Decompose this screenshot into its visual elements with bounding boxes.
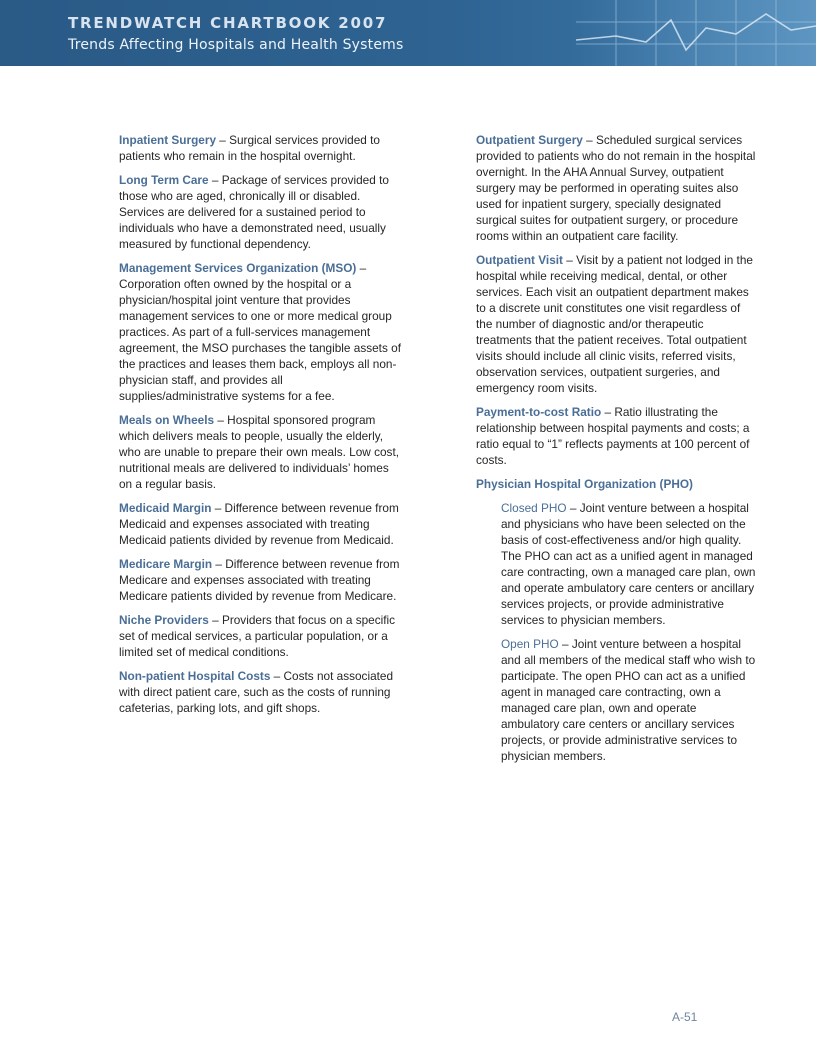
page-header-banner: [0, 0, 816, 66]
glossary-entry: [476, 404, 758, 468]
glossary-entry: [119, 612, 405, 660]
decorative-wave-graphic: [576, 0, 816, 66]
glossary-definition: – Visit by a patient not lodged in the hospital while receiving medical, dental, or other services. Each visit an outpatient department makes to a discrete unit constitutes one visit regardless of the number of diagnostic and/or therapeutic treatments that the patient receives. Total outpatient visits should include all clinic visits, referred visits, observation services, outpatient surgeries, and emergency room visits.: [476, 253, 753, 395]
glossary-definition: – Corporation often owned by the hospital or a physician/hospital joint venture that provides management services to one or more medical group practices. As part of a full-services management agreement, the MSO purchases the tangible assets of the practices and leases them back, employs all non-physician staff, and provides all supplies/administrative systems for a fee.: [119, 261, 401, 403]
glossary-right-column: [476, 132, 758, 772]
glossary-subterm: Open PHO: [501, 637, 559, 651]
glossary-entry: [119, 260, 405, 404]
glossary-definition: – Joint venture between a hospital and physicians who have been selected on the basis of cost-effectiveness and/or high quality. The PHO can act as a unified agent in managed care contracting, own a managed care plan, own and operate ambulatory care centers or ancillary services projects, or provide administrative services to physician members.: [501, 501, 756, 627]
glossary-term: Management Services Organization (MSO): [119, 261, 357, 275]
glossary-entry: [119, 412, 405, 492]
glossary-subentry: [501, 500, 758, 628]
glossary-term: Inpatient Surgery: [119, 133, 217, 147]
chartbook-subtitle: Trends Affecting Hospitals and Health Systems: [68, 37, 404, 53]
glossary-definition: – Costs not associated with direct patient care, such as the costs of running cafeterias, parking lots, and gift shops.: [119, 669, 394, 715]
glossary-definition: – Joint venture between a hospital and all members of the medical staff who wish to participate. The open PHO can act as a unified agent in managed care contracting, own a managed care plan, own and operate ambulatory care centers or ancillary services projects, or provide administrative services to physician members.: [501, 637, 756, 763]
glossary-term: Outpatient Surgery: [476, 133, 583, 147]
glossary-term: Physician Hospital Organization (PHO): [476, 477, 693, 491]
glossary-term: Payment-to-cost Ratio: [476, 405, 602, 419]
glossary-term: Outpatient Visit: [476, 253, 563, 267]
page-number: A-51: [672, 1010, 698, 1024]
glossary-term: Medicaid Margin: [119, 501, 212, 515]
glossary-subentry: [501, 636, 758, 764]
glossary-term: Long Term Care: [119, 173, 209, 187]
chartbook-title: TRENDWATCH CHARTBOOK 2007: [68, 14, 388, 32]
glossary-entry: [119, 172, 405, 252]
glossary-entry: [119, 556, 405, 604]
glossary-term: Meals on Wheels: [119, 413, 215, 427]
glossary-entry: [119, 132, 405, 164]
glossary-definition: – Providers that focus on a specific set of medical services, a particular population, or a limited set of medical conditions.: [119, 613, 396, 659]
glossary-definition: – Difference between revenue from Medicaid and expenses associated with treating Medicaid patients divided by revenue from Medicaid.: [119, 501, 399, 547]
glossary-definition: – Ratio illustrating the relationship between hospital payments and costs; a ratio equal to “1” reflects payments at 100 percent of costs.: [476, 405, 750, 467]
glossary-definition: – Package of services provided to those who are aged, chronically ill or disabled. Services are delivered for a sustained period to individuals who have a demonstrated need, usually measured by functional dependency.: [119, 173, 389, 251]
glossary-term: Medicare Margin: [119, 557, 213, 571]
glossary-subterm: Closed PHO: [501, 501, 567, 515]
glossary-left-column: [119, 132, 405, 724]
glossary-definition: – Scheduled surgical services provided to patients who do not remain in the hospital overnight. In the AHA Annual Survey, outpatient surgery may be performed in operating suites also used for inpatient surgery, specially designated surgical suites for outpatient surgery, or procedure rooms within an outpatient care facility.: [476, 133, 756, 243]
glossary-entry: [476, 252, 758, 396]
glossary-definition: – Hospital sponsored program which delivers meals to people, usually the elderly, who are unable to prepare their own meals. Low cost, nutritional meals are delivered to individuals’ homes on a regular basis.: [119, 413, 400, 491]
glossary-definition: – Surgical services provided to patients who remain in the hospital overnight.: [119, 133, 380, 163]
glossary-term: Niche Providers: [119, 613, 209, 627]
glossary-term: Non-patient Hospital Costs: [119, 669, 271, 683]
header-decoration-graphic: [576, 0, 816, 66]
glossary-entry: [476, 476, 758, 492]
glossary-entry: [119, 500, 405, 548]
glossary-definition: – Difference between revenue from Medicare and expenses associated with treating Medicare patients divided by revenue from Medicare.: [119, 557, 400, 603]
glossary-entry: [119, 668, 405, 716]
glossary-entry: [476, 132, 758, 244]
